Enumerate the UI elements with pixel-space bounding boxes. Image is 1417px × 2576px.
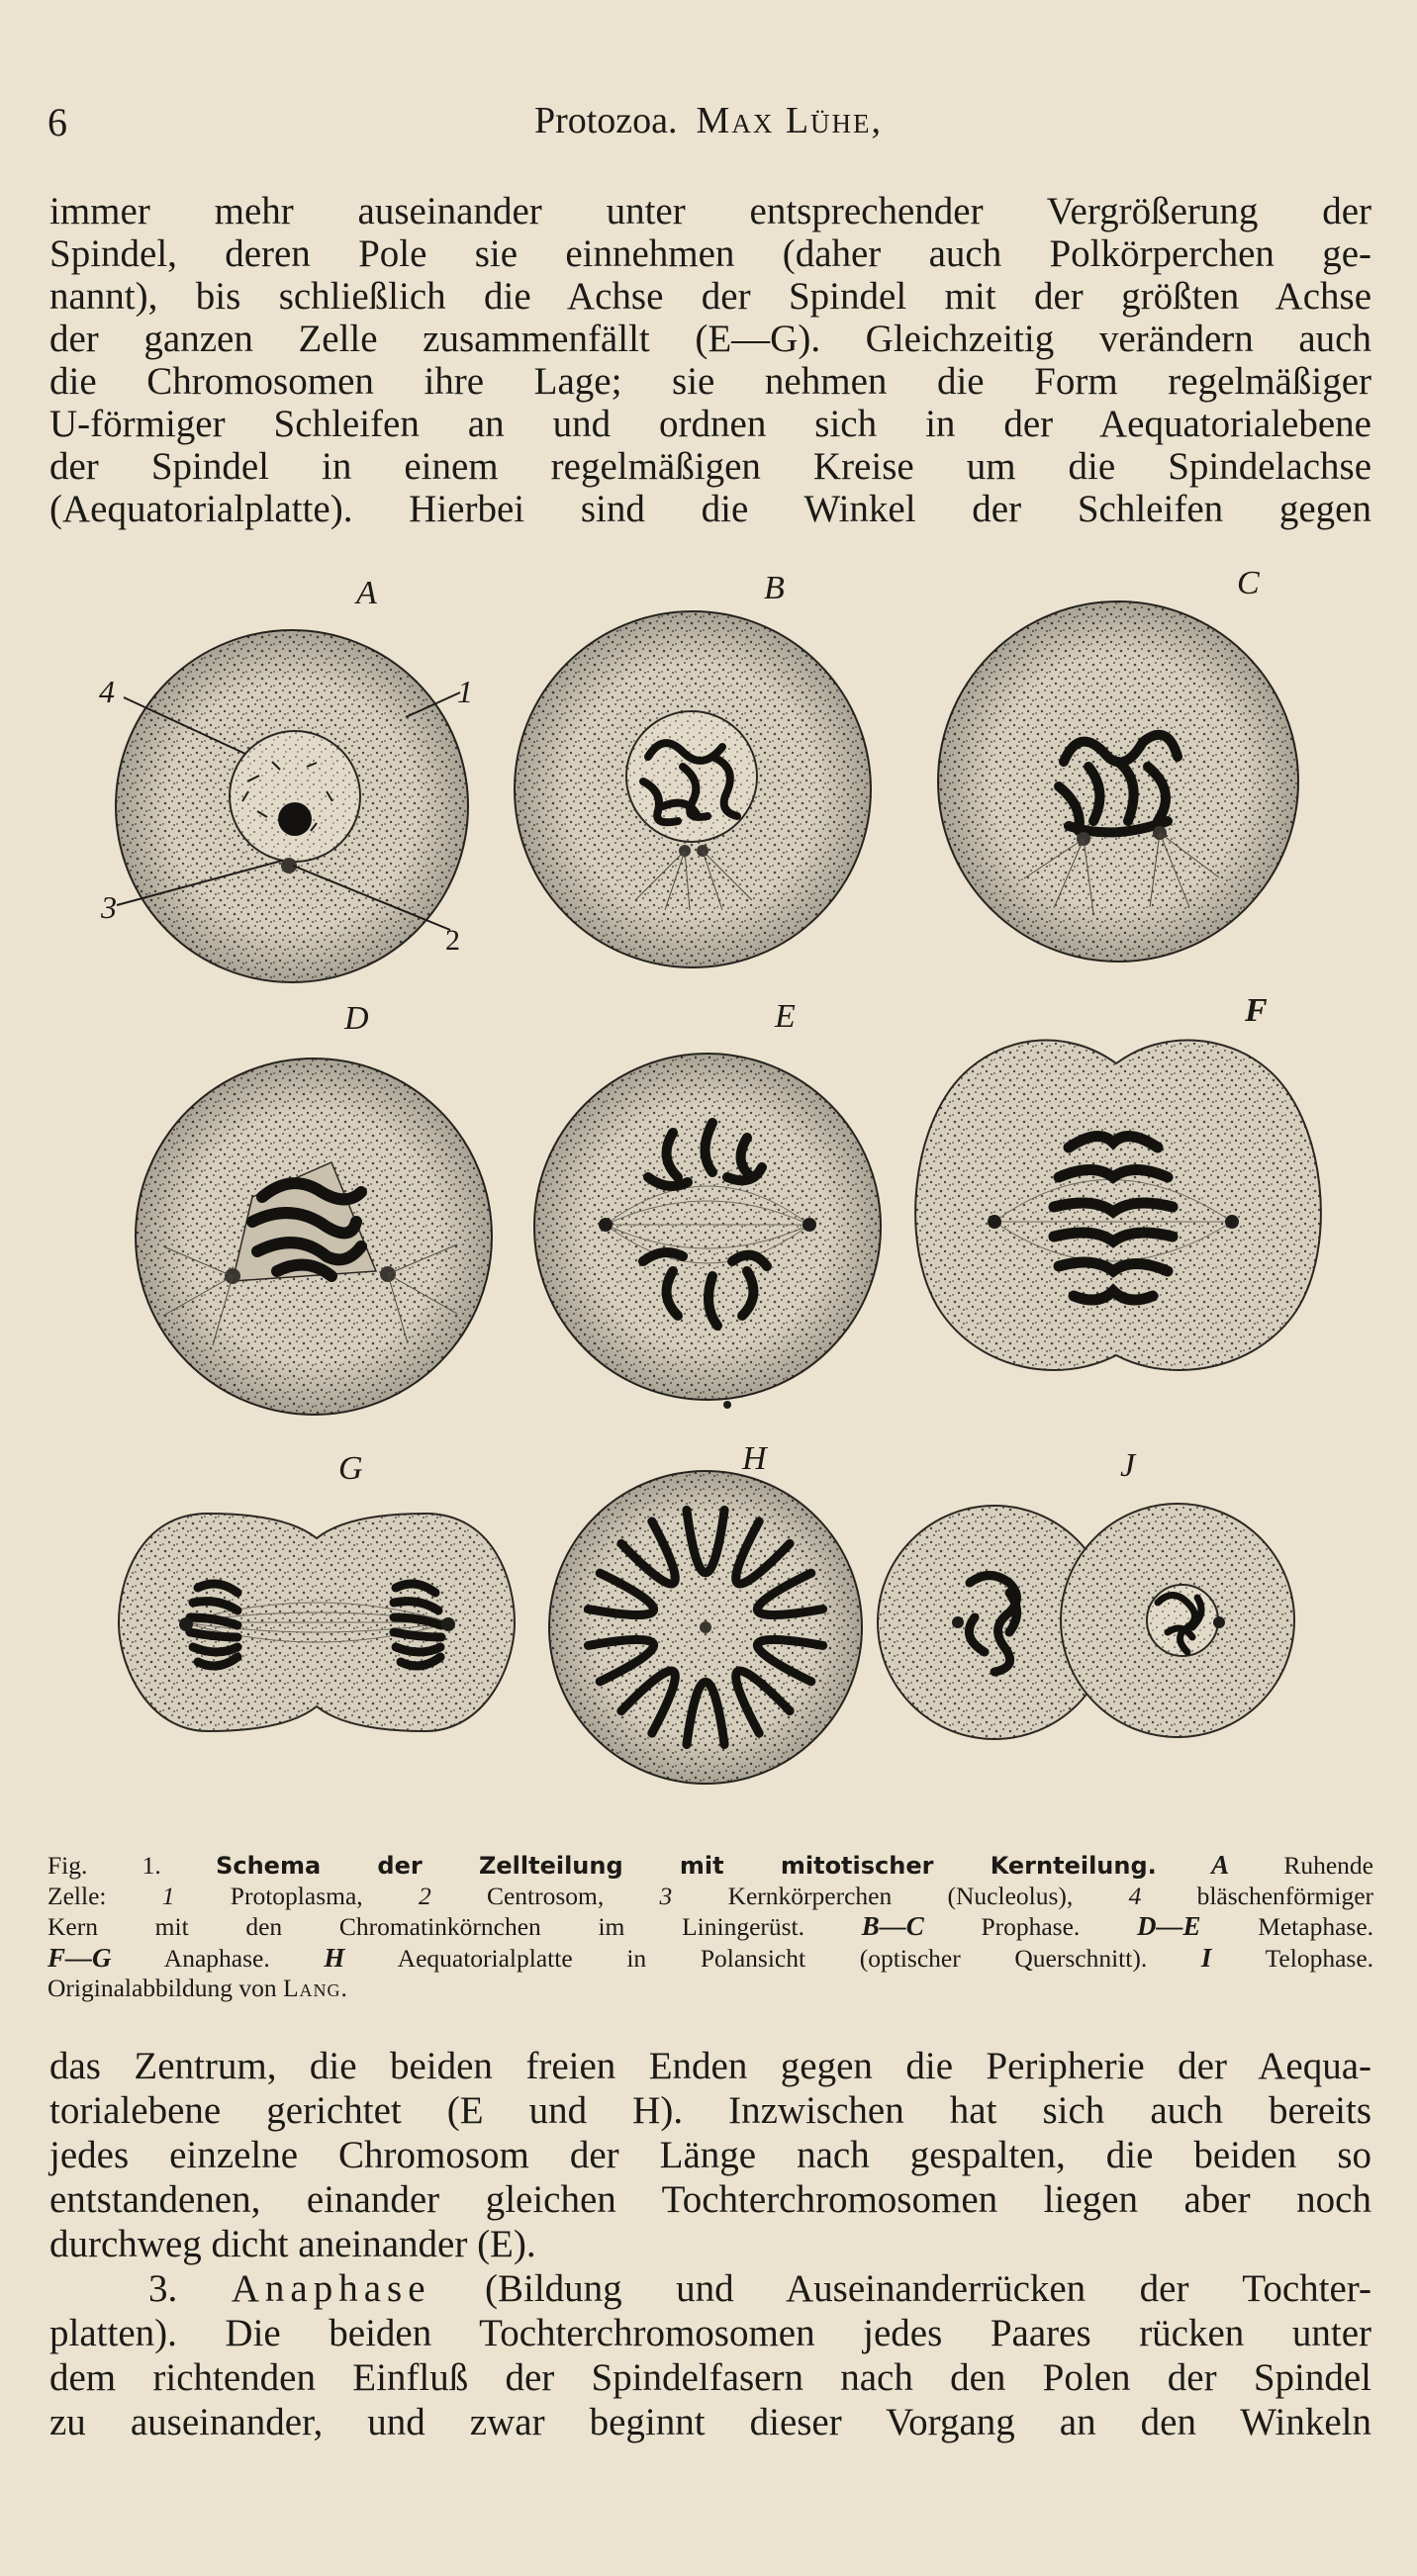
caption-key: F—G bbox=[47, 1942, 112, 1973]
caption-fig-label: Fig. 1. bbox=[47, 1851, 161, 1880]
page-number: 6 bbox=[47, 100, 67, 144]
caption-num: 3 bbox=[659, 1881, 673, 1910]
cell-G bbox=[119, 1514, 515, 1731]
text-line: das Zentrum, die beiden freien Enden gegen die Peripherie der Aequa- bbox=[49, 2045, 1371, 2087]
panel-label-J: J bbox=[1120, 1447, 1136, 1484]
caption-line bbox=[47, 1882, 1373, 1912]
text-line: immer mehr auseinander unter entsprechender Vergrößerung der bbox=[49, 190, 1371, 232]
caption-line bbox=[47, 1974, 1373, 2004]
caption-line bbox=[47, 1943, 1373, 1975]
panel-label-C: C bbox=[1237, 565, 1260, 601]
caption-key-A: A bbox=[1211, 1850, 1230, 1880]
text-line: jedes einzelne Chromosom der Länge nach gespalten, die beiden so bbox=[49, 2134, 1371, 2176]
page-header bbox=[47, 99, 1370, 158]
part-number-1: 1 bbox=[457, 674, 473, 709]
cell-B bbox=[515, 611, 871, 967]
caption-text: Centrosom, bbox=[486, 1881, 605, 1910]
text-line: der Spindel in einem regelmäßigen Kreise um die Spindelachse bbox=[49, 445, 1371, 488]
paragraph-bottom bbox=[49, 2044, 1371, 2444]
panel-label-B: B bbox=[764, 570, 785, 606]
text-line: torialebene gerichtet (E und H). Inzwischen hat sich auch bereits bbox=[49, 2089, 1371, 2132]
text-line: (Aequatorialplatte). Hierbei sind die Winkel der Schleifen gegen bbox=[49, 488, 1371, 530]
caption-key: B—C bbox=[861, 1911, 924, 1941]
text-line: platten). Die beiden Tochterchromosomen jedes Paares rücken unter bbox=[49, 2312, 1371, 2354]
mitosis-figure bbox=[79, 564, 1356, 1830]
running-head-title: Protozoa. bbox=[533, 100, 678, 141]
running-head-author: Max Lühe, bbox=[696, 100, 884, 141]
cell-D bbox=[136, 1058, 492, 1415]
part-number-2: 2 bbox=[445, 924, 460, 957]
text-line: entstandenen, einander gleichen Tochterchromosomen liegen aber noch bbox=[49, 2178, 1371, 2221]
caption-num: 4 bbox=[1128, 1881, 1142, 1910]
caption-key: I bbox=[1200, 1942, 1212, 1973]
text-line: durchweg dicht aneinander (E). bbox=[49, 2223, 536, 2265]
running-head bbox=[47, 99, 1370, 142]
cell-H bbox=[549, 1471, 862, 1784]
caption-text: Prophase. bbox=[981, 1912, 1081, 1941]
figure-caption bbox=[47, 1850, 1373, 2004]
caption-text: Telophase. bbox=[1265, 1943, 1374, 1973]
panel-label-E: E bbox=[775, 998, 796, 1035]
panel-label-A: A bbox=[356, 575, 377, 611]
text-line: zu auseinander, und zwar beginnt dieser Vorgang an den Winkeln bbox=[49, 2401, 1371, 2443]
panel-label-G: G bbox=[338, 1450, 363, 1487]
text-line: der ganzen Zelle zusammenfällt (E—G). Gleichzeitig verändern auch bbox=[49, 318, 1371, 360]
caption-key: H bbox=[324, 1942, 345, 1973]
part-number-3: 3 bbox=[101, 889, 117, 925]
caption-key: D—E bbox=[1136, 1911, 1201, 1941]
text-line: U-förmiger Schleifen an und ordnen sich in der Aequatorialebene bbox=[49, 403, 1371, 445]
part-number-4: 4 bbox=[99, 674, 115, 709]
cell-C bbox=[938, 601, 1298, 962]
section-number: 3. bbox=[148, 2267, 178, 2310]
text-line: die Chromosomen ihre Lage; sie nehmen die Form regelmäßiger bbox=[49, 360, 1371, 403]
caption-num: 1 bbox=[161, 1881, 175, 1910]
caption-line bbox=[47, 1911, 1373, 1943]
cell-F bbox=[915, 1040, 1321, 1370]
caption-num: 2 bbox=[418, 1881, 431, 1910]
section-text: (Bildung und Auseinanderrücken der Tochter- bbox=[485, 2267, 1371, 2310]
cell-J bbox=[878, 1504, 1294, 1739]
caption-text: Kern mit den Chromatinkörnchen im Liningerüst. bbox=[47, 1912, 805, 1941]
caption-text: Aequatorialplatte in Polansicht (optischer Querschnitt). bbox=[397, 1943, 1148, 1973]
text-line-section-start bbox=[49, 2266, 1371, 2311]
caption-text: bläschenförmiger bbox=[1196, 1881, 1374, 1910]
caption-line bbox=[47, 1850, 1373, 1882]
section-term: Anaphase bbox=[231, 2267, 431, 2310]
caption-text: Originalabbildung von bbox=[47, 1974, 277, 2002]
cell-A bbox=[116, 630, 468, 982]
panel-label-F: F bbox=[1245, 992, 1268, 1029]
text-line: dem richtenden Einfluß der Spindelfasern nach den Polen der Spindel bbox=[49, 2356, 1371, 2399]
text-line: Spindel, deren Pole sie einnehmen (daher auch Polkörperchen ge- bbox=[49, 232, 1371, 275]
caption-text: Protoplasma, bbox=[230, 1881, 363, 1910]
caption-title: Schema der Zellteilung mit mitotischer Kernteilung. bbox=[216, 1852, 1157, 1880]
panel-label-D: D bbox=[344, 1000, 369, 1037]
caption-text: Ruhende bbox=[1283, 1851, 1374, 1880]
caption-text: Kernkörperchen (Nucleolus), bbox=[727, 1881, 1074, 1910]
paragraph-top bbox=[49, 190, 1371, 530]
text-line: nannt), bis schließlich die Achse der Spindel mit der größten Achse bbox=[49, 275, 1371, 318]
caption-text: Metaphase. bbox=[1258, 1912, 1374, 1941]
caption-text: Zelle: bbox=[47, 1881, 107, 1910]
panel-label-H: H bbox=[742, 1440, 767, 1477]
caption-author: Lang. bbox=[282, 1974, 348, 2002]
cell-E bbox=[534, 1054, 881, 1409]
caption-text: Anaphase. bbox=[163, 1943, 270, 1973]
